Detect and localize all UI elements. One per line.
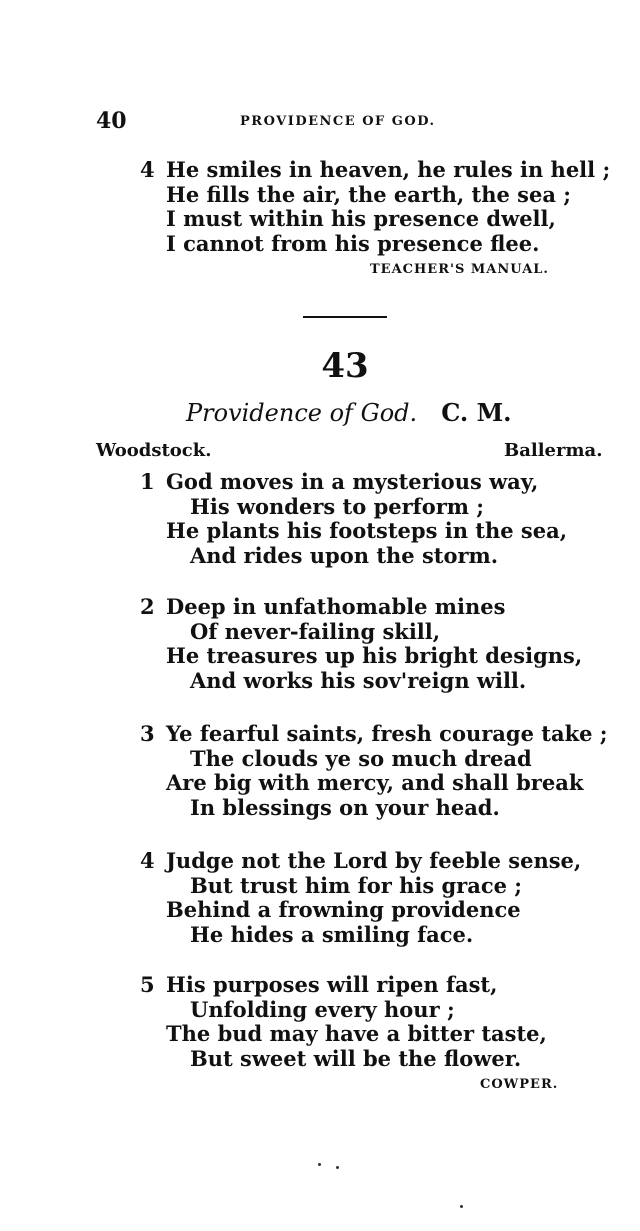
tune-name-right: Ballerma. (504, 440, 603, 461)
stanza-number: 3 (140, 721, 155, 746)
page-number: 40 (96, 108, 127, 134)
stanza-line: 1 God moves in a mysterious way, (140, 469, 539, 494)
stanza-line: He hides a smiling face. (190, 921, 474, 947)
stanza-5 (140, 973, 600, 1071)
stanza-number: 4 (140, 848, 155, 873)
stanza-1 (140, 470, 600, 568)
stanza-line: His wonders to perform ; (190, 493, 485, 519)
stanza-line: In blessings on your head. (190, 794, 500, 820)
stanza-line: I must within his presence dwell, (166, 206, 556, 231)
stanza-number: 5 (140, 972, 155, 997)
print-speck (318, 1163, 321, 1166)
hymn-meter: C. M. (441, 398, 512, 427)
prev-hymn-stanza (140, 157, 611, 256)
hymn-title: Providence of God. (186, 399, 418, 427)
stanza-line: I cannot from his presence flee. (166, 230, 540, 256)
stanza-line: 2 Deep in unfathomable mines (140, 594, 506, 619)
running-title: PROVIDENCE OF GOD. (240, 114, 436, 129)
stanza-line: 3 Ye fearful saints, fresh courage take ; (140, 721, 608, 746)
stanza-line: But trust him for his grace ; (190, 872, 523, 898)
stanza-2 (140, 595, 600, 693)
hymn-divider (303, 316, 387, 318)
stanza-line: He plants his footsteps in the sea, (166, 518, 568, 543)
stanza-number: 1 (140, 469, 155, 494)
running-head (0, 108, 640, 134)
stanza-line: 4 Judge not the Lord by feeble sense, (140, 848, 582, 873)
stanza-line: And rides upon the storm. (190, 542, 499, 568)
stanza-line: The clouds ye so much dread (190, 745, 532, 771)
stanza-line: Behind a frowning providence (166, 897, 521, 922)
stanza-4 (140, 849, 600, 947)
stanza-line: But sweet will be the flower. (190, 1045, 522, 1071)
stanza-number: 2 (140, 594, 155, 619)
tune-name-left: Woodstock. (96, 440, 212, 461)
stanza-line: 5 His purposes will ripen fast, (140, 972, 498, 997)
stanza-line: The bud may have a bitter taste, (166, 1021, 547, 1046)
hymn-attribution: COWPER. (480, 1077, 559, 1092)
stanza-number: 4 (140, 157, 155, 182)
print-speck (336, 1166, 339, 1169)
prev-hymn-attribution: TEACHER'S MANUAL. (370, 262, 549, 277)
stanza-line: He treasures up his bright designs, (166, 643, 583, 668)
print-speck (460, 1205, 463, 1208)
stanza-line: Of never-failing skill, (190, 618, 441, 644)
stanza-line: He fills the air, the earth, the sea ; (166, 181, 572, 207)
stanza-3 (140, 721, 608, 820)
stanza-line: Unfolding every hour ; (190, 996, 455, 1022)
stanza-line: Are big with mercy, and shall break (166, 770, 584, 795)
stanza-line: And works his sov'reign will. (190, 667, 527, 693)
hymn-number: 43 (321, 346, 369, 386)
stanza-line: 4 He smiles in heaven, he rules in hell ; (140, 157, 611, 182)
hymn-title-line (186, 398, 512, 427)
